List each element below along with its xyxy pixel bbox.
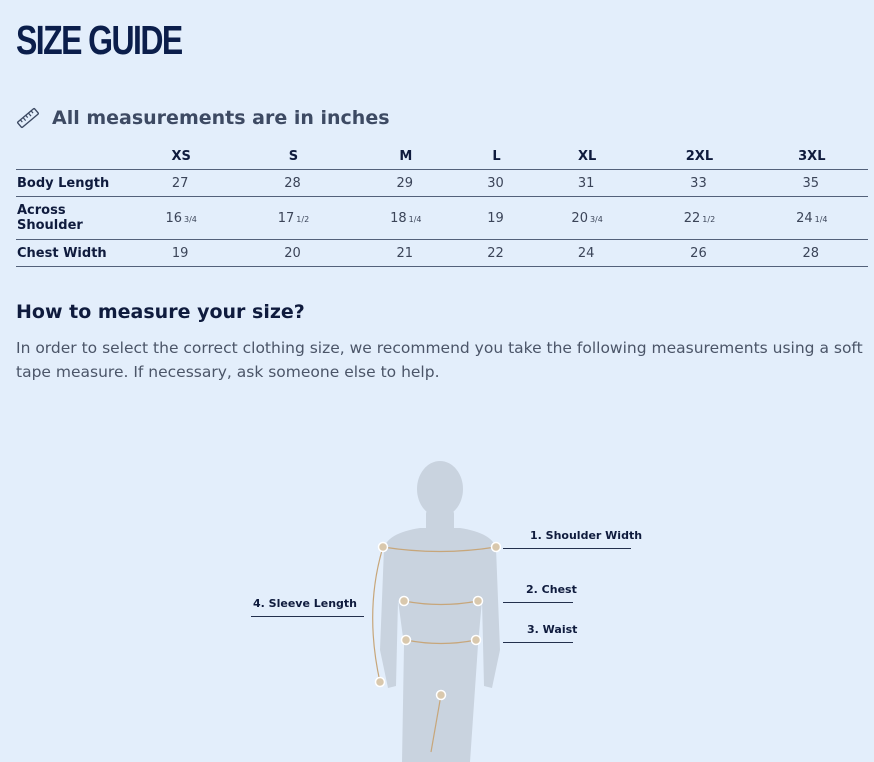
table-cell: 21 (350, 240, 462, 267)
table-cell: 16 3/4 (125, 197, 237, 240)
table-cell: 28 (756, 240, 868, 267)
table-header-row (16, 143, 868, 170)
table-cell: 33 (643, 170, 755, 197)
column-header-2xl: 2XL (685, 148, 714, 164)
table-cell: 22 (462, 240, 531, 267)
column-header-l: L (492, 148, 501, 164)
table-cell: 20 3/4 (531, 197, 643, 240)
row-label: Across Shoulder (16, 197, 125, 240)
table-cell: 26 (643, 240, 755, 267)
table-cell: 19 (125, 240, 237, 267)
column-header-3xl: 3XL (798, 148, 826, 164)
table-cell: 29 (350, 170, 462, 197)
table-cell: 30 (462, 170, 531, 197)
row-label: Chest Width (16, 240, 125, 267)
table-cell: 28 (237, 170, 349, 197)
row-label: Body Length (16, 170, 125, 197)
column-header (16, 143, 125, 170)
units-text: All measurements are in inches (52, 107, 390, 129)
column-header-xs: XS (171, 148, 191, 164)
table-cell: 19 (462, 197, 531, 240)
table-cell: 35 (756, 170, 868, 197)
table-cell: 24 (531, 240, 643, 267)
table-row-body-length (16, 170, 868, 197)
table-cell: 17 1/2 (237, 197, 349, 240)
size-table (16, 143, 868, 267)
table-cell: 20 (237, 240, 349, 267)
table-row-chest-width (16, 240, 868, 267)
label-waist: 3. Waist (503, 623, 573, 643)
table-cell: 18 1/4 (350, 197, 462, 240)
table-cell: 22 1/2 (643, 197, 755, 240)
table-row-across-shoulder (16, 197, 868, 240)
page-title: SIZE GUIDE (16, 17, 182, 63)
how-to-heading: How to measure your size? (16, 301, 305, 323)
units-note (16, 106, 390, 130)
table-cell: 24 1/4 (756, 197, 868, 240)
body-silhouette (0, 440, 874, 762)
table-cell: 31 (531, 170, 643, 197)
column-header-m: M (399, 148, 413, 164)
label-chest: 2. Chest (503, 583, 573, 603)
measurement-diagram (0, 440, 874, 762)
column-header-xl: XL (577, 148, 597, 164)
label-sleeve-length: 4. Sleeve Length (251, 597, 364, 617)
ruler-icon (16, 106, 40, 130)
label-shoulder-width: 1. Shoulder Width (503, 529, 631, 549)
how-to-description: In order to select the correct clothing size, we recommend you take the following measurements using a soft tape measure. If necessary, ask someone else to help. (16, 339, 863, 381)
table-cell: 27 (125, 170, 237, 197)
column-header-s: S (288, 148, 299, 164)
